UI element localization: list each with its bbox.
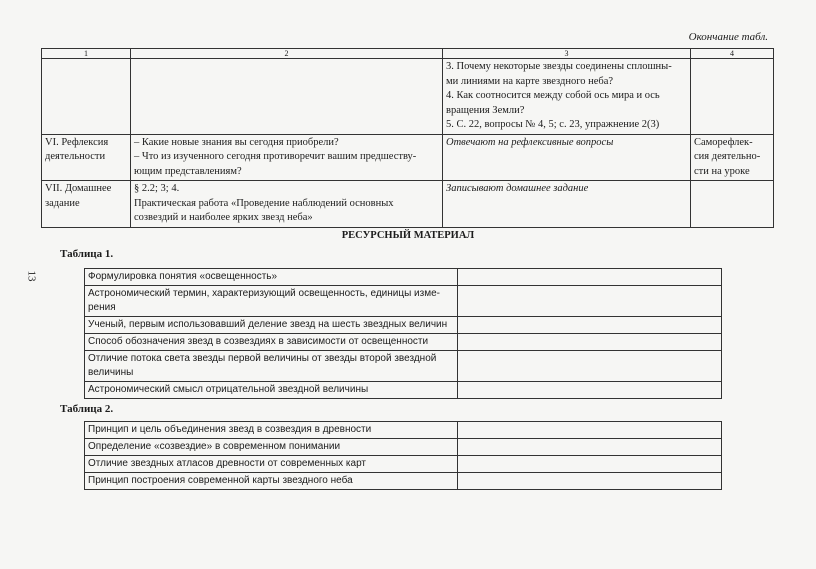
table-row: Формулировка понятия «освещенность»: [85, 269, 722, 286]
student-activity-cell: Записывают домашнее задание: [443, 181, 691, 228]
table-row-homework: [42, 181, 774, 228]
text-line: ми линиями на карте звездного неба?: [446, 75, 614, 87]
col-number: 2: [131, 49, 443, 59]
stage-cell: VII. Домашнее задание: [42, 181, 131, 228]
text-line: вращения Земли?: [446, 104, 525, 116]
continuation-note: Окончание табл.: [688, 31, 768, 43]
answer-cell: [458, 439, 722, 456]
col-number: 3: [443, 49, 691, 59]
teacher-activity-cell: § 2.2; 3; 4. Практическая работа «Проведение наблюдений основных созвездий и наиболее ярких звезд неба»: [131, 181, 443, 228]
uud-cell: [691, 181, 774, 228]
table-row: Способ обозначения звезд в созвездиях в зависимости от освещенности: [85, 334, 722, 351]
table-row-reflection: [42, 134, 774, 181]
text-line: 4. Как соотносится между собой ось мира и ось: [446, 90, 660, 101]
table2-caption: Таблица 2.: [60, 403, 114, 415]
section-heading: РЕСУРСНЫЙ МАТЕРИАЛ: [341, 230, 475, 241]
student-activity-cell: Отвечают на рефлексивные вопросы: [443, 134, 691, 181]
table-row: Ученый, первым использовавший деление звезд на шесть звездных величин: [85, 317, 722, 334]
table-row: Астрономический смысл отрицательной звездной величины: [85, 382, 722, 399]
table-row-continuation: [42, 59, 774, 135]
uud-cell: Саморефлек- сия деятельно- сти на уроке: [691, 134, 774, 181]
table-row: Отличие звездных атласов древности от современных карт: [85, 456, 722, 473]
page-number: 13: [25, 270, 38, 282]
answer-cell: [458, 334, 722, 351]
table-row: Принцип и цель объединения звезд в созвездия в древности: [85, 422, 722, 439]
questions-cell: [443, 59, 691, 135]
col-number: 1: [42, 49, 131, 59]
answer-cell: [458, 269, 722, 286]
resource-table-2: [84, 421, 722, 490]
answer-cell: [458, 382, 722, 399]
answer-cell: [458, 317, 722, 334]
table-row: Принцип построения современной карты звездного неба: [85, 473, 722, 490]
teacher-activity-cell: – Какие новые знания вы сегодня приобрели? – Что из изученного сегодня противоречит вашим предшеству- ющим представлениям?: [131, 134, 443, 181]
lesson-plan-table: [41, 48, 774, 228]
answer-cell: [458, 473, 722, 490]
answer-cell: [458, 422, 722, 439]
stage-cell: VI. Рефлексия деятельности: [42, 134, 131, 181]
answer-cell: [458, 286, 722, 317]
text-line: 5. С. 22, вопросы № 4, 5; с. 23, упражнение 2(3): [446, 119, 660, 130]
table1-caption: Таблица 1.: [60, 248, 114, 260]
answer-cell: [458, 351, 722, 382]
table-row: Отличие потока света звезды первой величины от звезды второй звездной величины: [85, 351, 722, 382]
col-number: 4: [691, 49, 774, 59]
column-number-row: [42, 49, 774, 59]
table-row: Астрономический термин, характеризующий освещенность, единицы изме- рения: [85, 286, 722, 317]
text-line: 3. Почему некоторые звезды соединены сплошны-: [446, 61, 672, 72]
answer-cell: [458, 456, 722, 473]
table-row: Определение «созвездие» в современном понимании: [85, 439, 722, 456]
resource-table-1: [84, 268, 722, 399]
